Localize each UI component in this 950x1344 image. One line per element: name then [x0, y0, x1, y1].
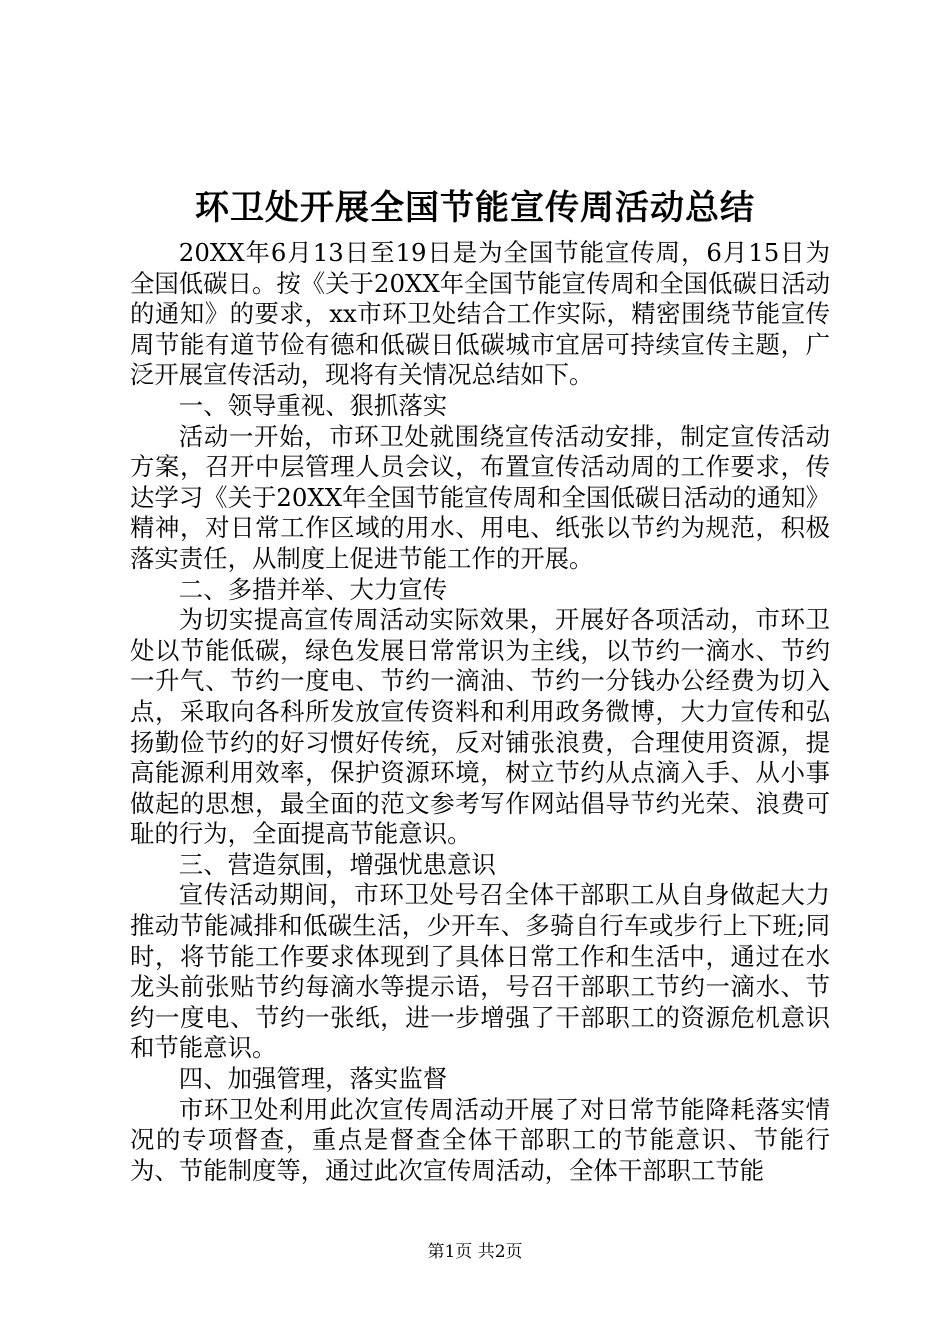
- section-paragraph-4: 市环卫处利用此次宣传周活动开展了对日常节能降耗落实情况的专项督查，重点是督查全体干部职工的节能意识、节能行为、节能制度等，通过此次宣传周活动，全体干部职工节能: [130, 1094, 830, 1185]
- section-heading-1: 一、领导重视、狠抓落实: [178, 390, 448, 420]
- section-paragraph-2: 为切实提高宣传周活动实际效果，开展好各项活动，市环卫处以节能低碳，绿色发展日常常识为主线，以节约一滴水、节约一升气、节约一度电、节约一滴油、节约一分钱办公经费为切入点，采取向各科所发放宣传资料和利用政务微博，大力宣传和弘扬勤俭节约的好习惯好传统，反对铺张浪费，合理使用资源，提高能源利用效率，保护资源环境，树立节约从点滴入手、从小事做起的思想，最全面的范文参考写作网站倡导节约光荣、浪费可耻的行为，全面提高节能意识。: [130, 605, 830, 849]
- page-number-footer: 第1页 共2页: [427, 1242, 523, 1262]
- intro-paragraph: 20XX年6月13日至19日是为全国节能宣传周，6月15日为全国低碳日。按《关于20XX年全国节能宣传周和全国低碳日活动的通知》的要求，xx市环卫处结合工作实际，精密围绕节能宣传周节能有道节俭有德和低碳日低碳城市宜居可持续宣传主题，广泛开展宣传活动，现将有关情况总结如下。: [130, 238, 830, 390]
- document-body: [130, 238, 830, 1186]
- section-heading-4: 四、加强管理，落实监督: [178, 1064, 448, 1094]
- document-title: 环卫处开展全国节能宣传周活动总结: [195, 188, 755, 228]
- section-paragraph-3: 宣传活动期间，市环卫处号召全体干部职工从自身做起大力推动节能减排和低碳生活，少开车、多骑自行车或步行上下班;同时，将节能工作要求体现到了具体日常工作和生活中，通过在水龙头前张贴节约每滴水等提示语，号召干部职工节约一滴水、节约一度电、节约一张纸，进一步增强了干部职工的资源危机意识和节能意识。: [130, 880, 830, 1063]
- section-paragraph-1: 活动一开始，市环卫处就围绕宣传活动安排，制定宣传活动方案，召开中层管理人员会议，布置宣传活动周的工作要求，传达学习《关于20XX年全国节能宣传周和全国低碳日活动的通知》精神，对日常工作区域的用水、用电、纸张以节约为规范，积极落实责任，从制度上促进节能工作的开展。: [130, 421, 830, 573]
- section-heading-2: 二、多措并举、大力宣传: [178, 574, 448, 604]
- section-heading-3: 三、营造氛围，增强忧患意识: [178, 849, 496, 879]
